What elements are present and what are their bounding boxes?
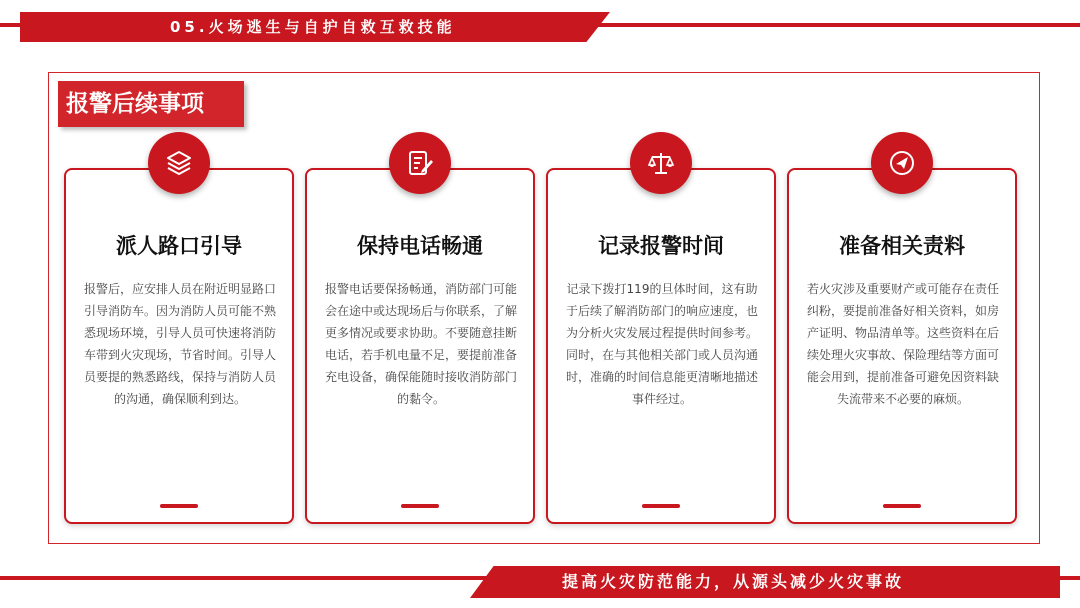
card-accent-bar: [160, 504, 198, 508]
card-title: 保持电话畅通: [357, 234, 483, 258]
card-title: 派人路口引导: [116, 234, 242, 258]
header-title: 05.火场逃生与自护自救互救技能: [170, 18, 456, 36]
note-edit-icon: [389, 132, 451, 194]
layers-icon: [148, 132, 210, 194]
card-record-time: [546, 168, 776, 524]
card-phone: [305, 168, 535, 524]
scale-icon: [630, 132, 692, 194]
card-body: 报警后，应安排人员在附近明显路口引导消防车。因为消防人员可能不熟悉现场环境，引导人员可快速将消防车带到火灾现场，节省时间。引导人员要提的熟悉路线，保持与消防人员的沟通，确保顺利到达。: [84, 282, 277, 406]
card-documents: [787, 168, 1017, 524]
card-body: 若火灾涉及重要财产或可能存在责任纠粉，要提前准备好相关资料，如房产证明、物品清单等。这些资料在后续处理火灾事故、保险理结等方面可能会用到，提前准备可避免因资料缺失流带来不必要的麻烦。: [807, 282, 1000, 406]
card-guide: [64, 168, 294, 524]
section-label: 报警后续事项: [58, 81, 244, 127]
card-title: 记录报警时间: [598, 234, 724, 258]
card-accent-bar: [401, 504, 439, 508]
card-body: 报警电话要保扬畅通，消防部门可能会在途中或达现场后与你联系，了解更多情况或要求协助。不要随意挂断电话，若手机电量不足，要提前准备充电设备，确保能随时接收消防部门的黏令。: [325, 282, 518, 406]
paper-plane-icon: [871, 132, 933, 194]
card-accent-bar: [642, 504, 680, 508]
footer-slogan: 提高火灾防范能力，从源头减少火灾事故: [562, 572, 905, 591]
card-body: 记录下拨打119的旦体时间，这有助于后续了解消防部门的响应速度，也为分析火灾发展过程提供时间参考。同时，在与其他相关部门或人员沟通时，准确的时间信息能更清晰地描述事件经过。: [566, 282, 759, 406]
card-title: 准备相关责料: [839, 234, 965, 258]
card-accent-bar: [883, 504, 921, 508]
